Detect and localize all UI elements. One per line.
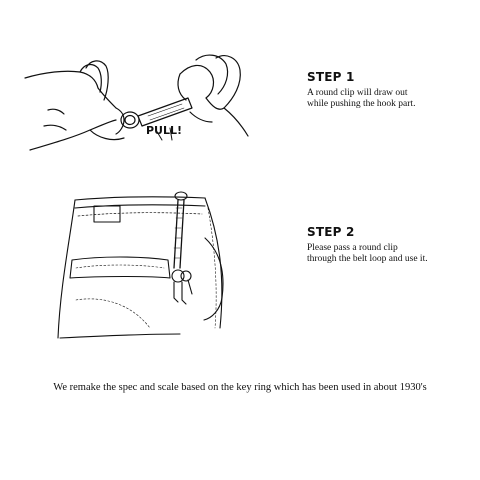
step1-illustration [20, 50, 255, 170]
step2-title: STEP 2 [307, 225, 355, 239]
footer-note: We remake the spec and scale based on the key ring which has been used in about 1930's [53, 382, 427, 393]
step1-description [307, 88, 415, 109]
step2-illustration [40, 178, 235, 348]
step1-title: STEP 1 [307, 70, 355, 84]
step1-line1: A round clip will draw out [307, 88, 408, 98]
step2-line2: through the belt loop and use it. [307, 253, 428, 264]
step1-line2: while pushing the hook part. [307, 98, 416, 109]
pull-label: PULL! [146, 124, 183, 137]
step2-line1: Please pass a round clip [307, 243, 398, 253]
step2-description [307, 243, 428, 264]
